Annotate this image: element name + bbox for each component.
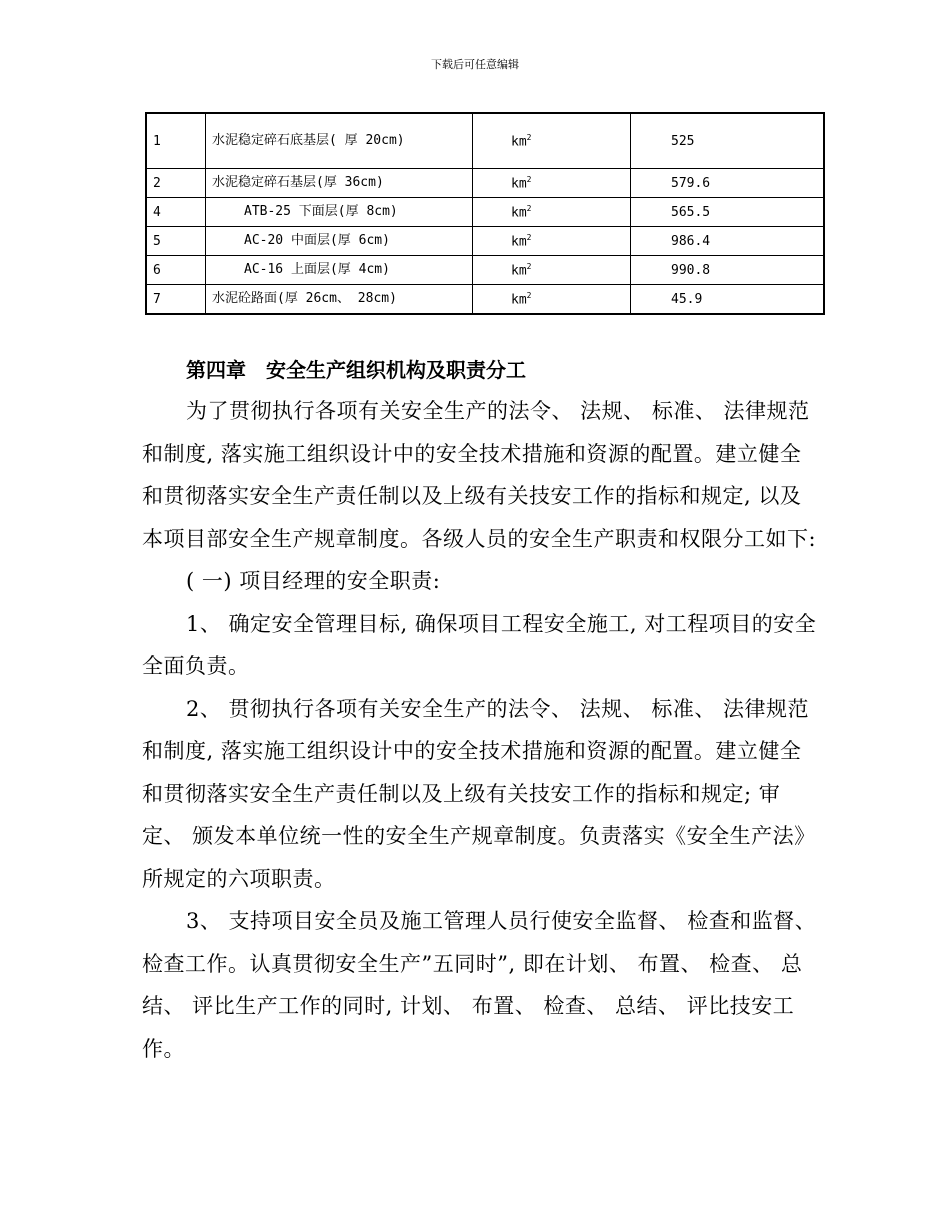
- unit-cell: $km^2$: [473, 113, 631, 169]
- table-row: [146, 256, 824, 285]
- table-row: [146, 227, 824, 256]
- quantity-cell: 990.8: [631, 256, 825, 285]
- item-name: 水泥稳定碎石基层(厚 36cm): [206, 169, 473, 198]
- quantity-table: [145, 112, 825, 315]
- unit-cell: $km^2$: [473, 227, 631, 256]
- table-row: [146, 285, 824, 315]
- quantity-cell: 986.4: [631, 227, 825, 256]
- table-row: [146, 113, 824, 169]
- document-body: [142, 350, 817, 1070]
- row-number: 1: [146, 113, 206, 169]
- item-name: ATB-25 下面层(厚 8cm): [206, 198, 473, 227]
- row-number: 6: [146, 256, 206, 285]
- quantity-cell: 579.6: [631, 169, 825, 198]
- table-row: [146, 169, 824, 198]
- quantity-cell: 45.9: [631, 285, 825, 315]
- item-name: 水泥稳定碎石底基层( 厚 20cm): [206, 113, 473, 169]
- row-number: 4: [146, 198, 206, 227]
- row-number: 2: [146, 169, 206, 198]
- paragraph-item-3: 3、 支持项目安全员及施工管理人员行使安全监督、 检查和监督、 检查工作。认真贯彻安全生产”五同时”, 即在计划、 布置、 检查、 总结、 评比生产工作的同时, 计划、 布置、 检查、 总结、 评比技安工作。: [142, 909, 817, 1061]
- section-heading: ( 一) 项目经理的安全职责:: [186, 569, 441, 593]
- quantity-cell: 565.5: [631, 198, 825, 227]
- item-name: AC-20 中面层(厚 6cm): [206, 227, 473, 256]
- unit-cell: $km^2$: [473, 285, 631, 315]
- paragraph-item-2: 2、 贯彻执行各项有关安全生产的法令、 法规、 标准、 法律规范和制度, 落实施工组织设计中的安全技术措施和资源的配置。建立健全和贯彻落实安全生产责任制以及上级有关技安工作的指标和规定; 审定、 颁发本单位统一性的安全生产规章制度。负责落实《安全生产法》所规定的六项职责。: [142, 696, 816, 891]
- unit-cell: $km^2$: [473, 198, 631, 227]
- chapter-heading: 第四章 安全生产组织机构及职责分工: [186, 358, 526, 382]
- unit-cell: $km^2$: [473, 169, 631, 198]
- quantity-cell: 525: [631, 113, 825, 169]
- item-name: AC-16 上面层(厚 4cm): [206, 256, 473, 285]
- item-name: 水泥砼路面(厚 26cm、 28cm): [206, 285, 473, 315]
- paragraph-item-1: 1、 确定安全管理目标, 确保项目工程安全施工, 对工程项目的安全全面负责。: [142, 611, 817, 678]
- page-header: 下载后可任意编辑: [431, 58, 519, 71]
- row-number: 5: [146, 227, 206, 256]
- unit-cell: $km^2$: [473, 256, 631, 285]
- paragraph-intro: 为了贯彻执行各项有关安全生产的法令、 法规、 标准、 法律规范和制度, 落实施工组织设计中的安全技术措施和资源的配置。建立健全和贯彻落实安全生产责任制以及上级有关技安工作的指标和规定, 以及本项目部安全生产规章制度。各级人员的安全生产职责和权限分工如下:: [142, 399, 817, 551]
- row-number: 7: [146, 285, 206, 315]
- table-row: [146, 198, 824, 227]
